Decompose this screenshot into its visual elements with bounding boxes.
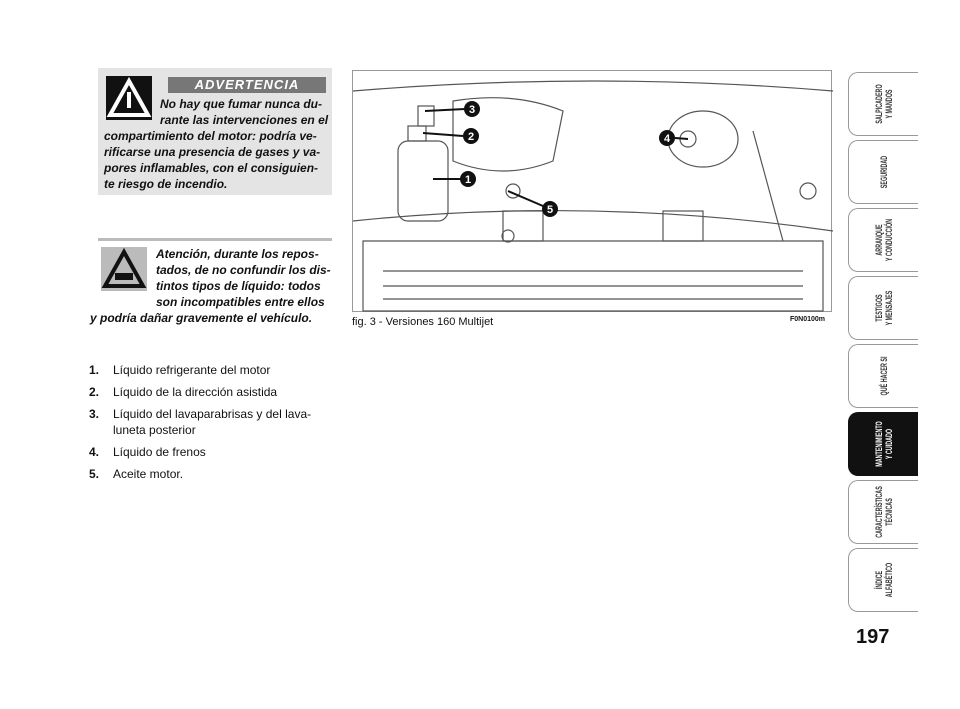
list-item <box>89 406 339 438</box>
item-text: Líquido de la dirección asistida <box>113 385 278 399</box>
callout-label: 3 <box>468 104 476 116</box>
tab-salpicadero[interactable] <box>848 72 918 136</box>
item-number: 4. <box>89 445 100 459</box>
tab-label: CARACTERÍSTICAS TÉCNICAS <box>873 486 894 538</box>
warning-line: te riesgo de incendio. <box>104 177 228 191</box>
list-item <box>89 362 339 378</box>
attention-line: y podría dañar gravemente el vehículo. <box>90 311 313 325</box>
warning-line: pores inflamables, con el consiguien- <box>104 161 319 175</box>
attention-line: Atención, durante los repos- <box>156 247 319 261</box>
tab-label: QUÉ HACER SI <box>878 356 889 396</box>
van-warning-icon <box>101 247 147 291</box>
figure-code: F0N0100m <box>790 316 826 323</box>
warning-title: ADVERTENCIA <box>168 77 326 93</box>
warning-box <box>98 68 332 195</box>
warning-line: No hay que fumar nunca du- <box>160 97 323 111</box>
warning-line: rificarse una presencia de gases y va- <box>104 145 321 159</box>
tab-label: MANTENIMIENTO Y CUIDADO <box>873 421 894 467</box>
tab-label: ARRANQUE Y CONDUCCIÓN <box>873 218 894 262</box>
callout-label: 2 <box>467 131 475 143</box>
callout-label: 4 <box>663 133 671 145</box>
item-number: 3. <box>89 407 100 421</box>
tab-label: SEGURIDAD <box>878 155 889 189</box>
attention-line: tintos tipos de líquido: todos <box>156 279 321 293</box>
item-number: 5. <box>89 467 100 481</box>
list-item <box>89 444 339 460</box>
attention-line: son incompatibles entre ellos <box>156 295 325 309</box>
callout-label: 5 <box>546 204 554 216</box>
list-item <box>89 384 339 400</box>
warning-triangle-icon <box>106 76 152 120</box>
item-number: 1. <box>89 363 100 377</box>
item-text: Aceite motor. <box>113 467 184 481</box>
divider <box>98 238 332 241</box>
tab-indice[interactable] <box>848 548 918 612</box>
item-text: Líquido del lavaparabrisas y del lava- luneta posterior <box>113 407 312 437</box>
engine-compartment-figure <box>352 70 832 312</box>
warning-line: compartimiento del motor: podría ve- <box>104 129 317 143</box>
item-text: Líquido de frenos <box>113 445 206 459</box>
page-number: 197 <box>856 626 890 648</box>
tab-mantenimiento[interactable] <box>848 412 918 476</box>
legend-list <box>89 362 339 488</box>
tab-arranque[interactable] <box>848 208 918 272</box>
warning-line: rante las intervenciones en el <box>160 113 329 127</box>
item-text: Líquido refrigerante del motor <box>113 363 271 377</box>
list-item <box>89 466 339 482</box>
attention-line: tados, de no confundir los dis- <box>156 263 331 277</box>
tab-que-hacer-si[interactable] <box>848 344 918 408</box>
tab-label: ÍNDICE ALFABÉTICO <box>873 562 894 598</box>
tab-label: TESTIGOS Y MENSAJES <box>873 290 894 326</box>
tab-caracteristicas[interactable] <box>848 480 918 544</box>
figure-caption: fig. 3 - Versiones 160 Multijet <box>352 316 494 328</box>
callout-label: 1 <box>464 174 472 186</box>
item-number: 2. <box>89 385 100 399</box>
tab-testigos[interactable] <box>848 276 918 340</box>
tab-seguridad[interactable] <box>848 140 918 204</box>
tab-label: SALPICADERO Y MANDOS <box>873 84 894 124</box>
